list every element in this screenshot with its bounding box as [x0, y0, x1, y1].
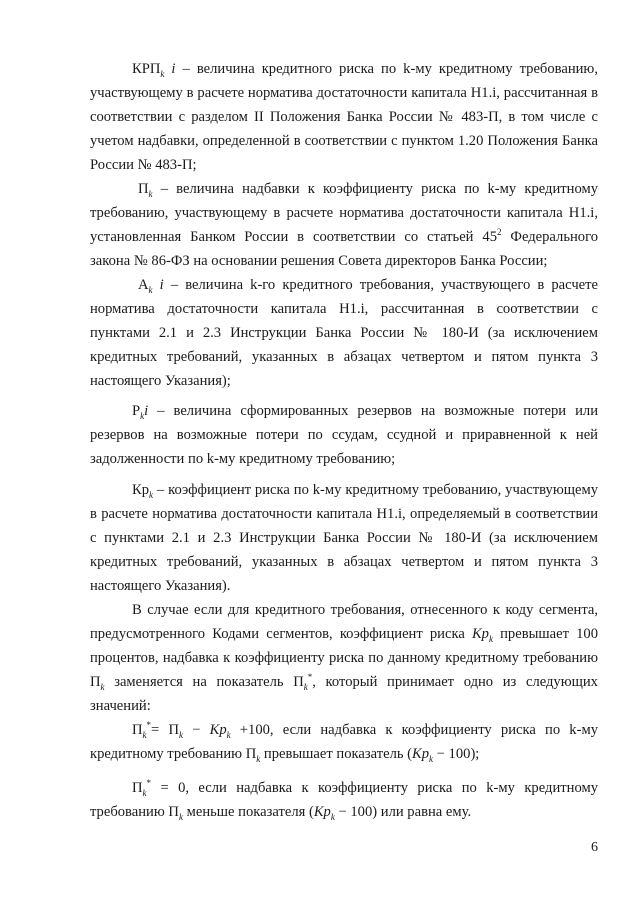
term-krp: $КРП_k$ i [132, 61, 176, 79]
formula-paragraph-1: $П_k^*= П_k - Кр_k +100$, если надбавка к коэффициенту риска по k-му кредитному требованию $П_k$ превышает показатель $(Кр_k - 100)$; [90, 720, 598, 764]
definition-text: – величина надбавки к коэффициенту риска по k-му кредитному требованию, участвующему в расчете норматива достаточности капитала Н1.i, установленная Банком России в соответствии со статьей 45 [90, 181, 598, 245]
definition-text: – величина кредитного риска по k-му кредитному требованию, участвующему в расчете норматива достаточности капитала Н1.i, рассчитанная в соответствии с разделом II Положения Банка России № 483-П, в том числе с учетом надбавки, определенной в соответствии с пунктом 1.20 Положения Банка России № 483-П; [90, 61, 598, 173]
p-symbol: $П_k$ [90, 673, 105, 692]
term-kr: $Кр_k$ [132, 482, 154, 500]
case-text: В случае если для кредитного требования, отнесенного к коду сегмента, предусмотренного Кодами сегментов, коэффициент риска [90, 602, 598, 642]
case-paragraph [90, 599, 598, 719]
kr-symbol: $Кр_k$ [471, 625, 493, 644]
case-text-3: заменяется на показатель [104, 673, 294, 690]
p-symbol: $П_k$ [168, 803, 183, 822]
definition-text: – коэффициент риска по k-му кредитному требованию, участвующему в расчете норматива достаточности капитала Н1.i, определяемый в соответствии с пунктами 2.1 и 2.3 Инструкции Банка России № 180-И (за исключением кредитных требований, указанных в абзацах четвертом и пятом пункта 3 настоящего Указания). [90, 482, 598, 594]
kr-symbol: $Кр_k$ [209, 722, 231, 740]
formula-paragraph-2: $П_k^* = 0$, если надбавка к коэффициенту риска по k-му кредитному требованию $П_k$ меньше показателя $(Кр_k - 100)$ или равна ему. [90, 778, 598, 822]
definition-text: – величина k-го кредитного требования, участвующего в расчете норматива достаточности капитала Н1.i, рассчитанная в соответствии с пунктами 2.1 и 2.3 Инструкции Банка России № 180-И (за исключением кредитных требований, указанных в абзацах четвертом и пятом пункта 3 настоящего Указания); [90, 277, 599, 389]
definition-paragraph-r [90, 400, 598, 472]
case-text-2: превышает 100 процентов, надбавка к коэффициенту риска по данному кредитному требованию [90, 625, 598, 666]
formula-2-text: = 0, если надбавка к коэффициенту риска по k-му кредитному требованию [90, 780, 598, 820]
definition-text: – величина сформированных резервов на возможные потери или резервов на возможные потери по ссудам, ссудной и приравненной к ней задолженности по k-му кредитному требованию; [90, 403, 598, 467]
term-r: $Р_ki$ [132, 403, 149, 421]
p-star-symbol: $П_k^*$ [293, 671, 313, 692]
footnote-superscript: 2 [497, 226, 502, 237]
p-symbol: $П_k$ [245, 745, 261, 764]
definition-paragraph-a [90, 274, 598, 394]
formula-lhs: $П_k^*$ [132, 778, 152, 798]
kr-symbol-2: $Кр_k$ [412, 745, 434, 764]
definition-text-continued: Федерального закона № 86-ФЗ на основании решения Совета директоров Банка России; [90, 228, 598, 269]
case-text-4: , который принимает одно из следующих значений: [90, 673, 598, 714]
definition-paragraph-kr [90, 479, 598, 599]
definition-paragraph-krp [90, 58, 598, 178]
definition-paragraph-p [90, 178, 598, 274]
page-number: 6 [591, 840, 598, 855]
kr-symbol: $Кр_k$ [313, 803, 335, 822]
term-p: $П_k$ [138, 181, 153, 199]
term-a: $А_k$ i [138, 277, 164, 295]
formula-1-text: +100, если надбавка к коэффициенту риска по k-му кредитному требованию [90, 722, 598, 762]
formula-lhs: $П_k^*$ [132, 720, 152, 740]
